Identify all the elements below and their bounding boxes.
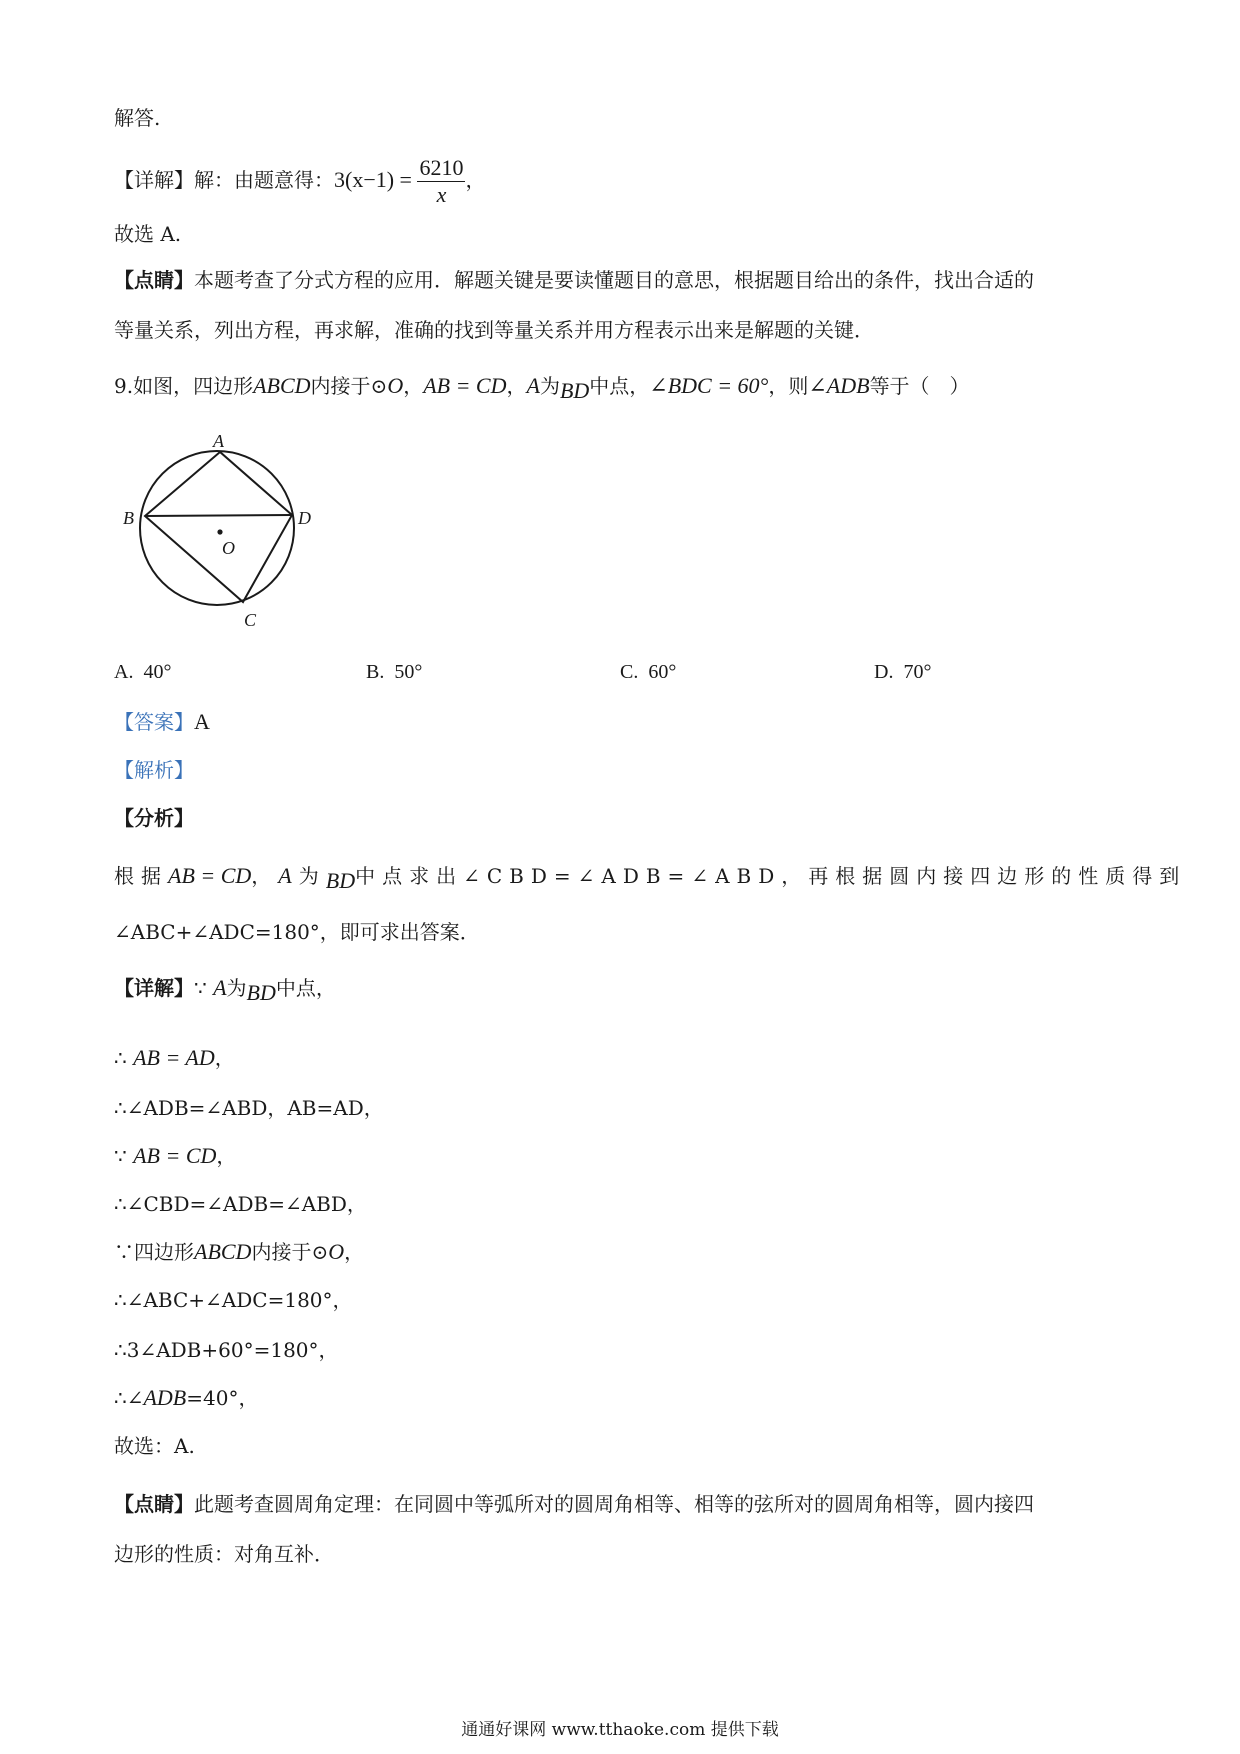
- step-8: [114, 1384, 258, 1412]
- step-3: [114, 1142, 236, 1170]
- detail-text-2: 为: [226, 976, 247, 1000]
- step-5-pre: ∵四边形: [114, 1240, 194, 1264]
- quadrilateral-abcd: [145, 452, 292, 602]
- label-o: O: [222, 538, 235, 558]
- detail-line: [114, 974, 336, 1005]
- label-a: A: [213, 432, 224, 451]
- equation-fraction: [417, 155, 465, 208]
- answer-line: [114, 708, 210, 736]
- label-c: C: [244, 610, 257, 630]
- fenxi-label: [114, 804, 194, 832]
- label-d: D: [298, 508, 311, 528]
- question-text-6: 中点，: [589, 374, 650, 398]
- final-comment-text1: 此题考查圆周角定理：在同圆中等弧所对的圆周角相等、相等的弦所对的圆周角相等，圆内接四: [194, 1492, 1034, 1516]
- fenxi-text-1: 根据: [114, 864, 168, 888]
- question-text-8: 等于（ ）: [869, 374, 970, 398]
- option-a-letter: A.: [114, 661, 134, 683]
- step-1-pre: ∴: [114, 1046, 134, 1070]
- fraction-denominator: x: [436, 182, 447, 207]
- step-5-mid: 内接于⊙: [251, 1240, 329, 1264]
- circle-o: [140, 451, 294, 605]
- fenxi-line2: ∠ABC+∠ADC=180°，即可求出答案．: [114, 920, 480, 944]
- option-c-value: 60°: [648, 661, 677, 683]
- fenxi-math-a: A: [278, 863, 299, 888]
- fenxi-text-4: 中点求出∠CBD=∠ADB=∠ABD，再根据圆内接四边形的性质得到: [355, 864, 1187, 888]
- final-comment-label: 【点睛】: [114, 1492, 194, 1516]
- step-8-pre: ∴∠: [114, 1386, 144, 1410]
- detail-line-prev: [114, 150, 485, 210]
- answer-label: 【答案】: [114, 710, 194, 734]
- question-math-ab-cd: AB = CD: [423, 373, 507, 398]
- option-b-letter: B.: [366, 661, 385, 683]
- detail-math-a: A: [213, 975, 227, 1000]
- option-c-letter: C.: [620, 661, 639, 683]
- fraction-numerator: 6210: [419, 155, 464, 180]
- detail-label: 【详解】: [114, 168, 194, 192]
- detail-text-1: ∵: [194, 976, 214, 1000]
- question-math-bdc: ∠BDC = 60°: [649, 373, 769, 398]
- step-5-math-o: O: [328, 1239, 345, 1264]
- question-number: 9.: [114, 374, 134, 398]
- step-1-post: ，: [214, 1046, 235, 1070]
- question-text-5: 为: [539, 374, 560, 398]
- option-d-letter: D.: [874, 661, 894, 683]
- detail-text-3: 中点，: [275, 976, 336, 1000]
- step-1: [114, 1044, 235, 1072]
- question-text-1: 如图，四边形: [133, 374, 254, 398]
- step-1-math: AB = AD: [133, 1045, 215, 1070]
- option-b-value: 50°: [394, 661, 423, 683]
- comment-text1: 本题考查了分式方程的应用．解题关键是要读懂题目的意思，根据题目给出的条件，找出合适的: [194, 268, 1034, 292]
- step-5-math-abcd: ABCD: [194, 1239, 252, 1264]
- question-text-7: ，则: [768, 374, 809, 398]
- step-3-math: AB = CD: [133, 1143, 217, 1168]
- final-comment-line2: 边形的性质：对角互补．: [114, 1542, 334, 1566]
- center-dot: [217, 529, 222, 534]
- answer-value: A: [194, 709, 210, 734]
- question-9: [114, 372, 970, 403]
- page-footer: 通通好课网 www.tthaoke.com 提供下载: [461, 1720, 779, 1740]
- step-6: ∴∠ABC+∠ADC=180°，: [114, 1288, 353, 1312]
- option-c: [620, 658, 676, 686]
- detail-math-bd: BD: [246, 980, 276, 1005]
- question-math-o: O: [387, 373, 404, 398]
- question-math-a: A: [526, 373, 540, 398]
- question-text-3: ，: [403, 374, 424, 398]
- step-8-post: =40°，: [186, 1386, 259, 1410]
- fenxi-text-3: 为: [298, 864, 326, 888]
- step-8-math: ADB: [143, 1385, 187, 1410]
- question-text-2: 内接于⊙: [310, 374, 388, 398]
- step-3-pre: ∵: [114, 1144, 134, 1168]
- detail-label-q9: 【详解】: [114, 976, 194, 1000]
- question-math-adb: ∠ADB: [808, 373, 870, 398]
- choose-a-prev: 故选 A.: [114, 222, 182, 246]
- fenxi-text-2: ，: [251, 864, 279, 888]
- question-text-4: ，: [506, 374, 527, 398]
- step-4: ∴∠CBD=∠ADB=∠ABD，: [114, 1192, 367, 1216]
- option-d-value: 70°: [903, 661, 932, 683]
- comment-label: 【点睛】: [114, 268, 194, 292]
- final-comment-line1: [114, 1490, 1034, 1518]
- chord-bd: [145, 515, 292, 516]
- step-9: 故选：A.: [114, 1434, 195, 1458]
- analysis-label: 【解析】: [114, 758, 194, 782]
- step-5-post: ，: [344, 1240, 365, 1264]
- detail-text: 解：由题意得：: [194, 168, 334, 192]
- step-2: ∴∠ADB=∠ABD，AB=AD，: [114, 1096, 384, 1120]
- circle-figure: [118, 432, 330, 632]
- option-a-value: 40°: [143, 661, 172, 683]
- step-5: [114, 1238, 364, 1266]
- label-b: B: [123, 508, 134, 528]
- step-3-post: ，: [216, 1144, 237, 1168]
- option-d: [874, 658, 931, 686]
- question-math-abcd: ABCD: [253, 373, 311, 398]
- equation-tail: ，: [465, 168, 486, 192]
- fenxi-math-ab-cd: AB = CD: [168, 863, 252, 888]
- comment-line2-prev: 等量关系，列出方程，再求解，准确的找到等量关系并用方程表示出来是解题的关键．: [114, 318, 874, 342]
- fenxi-math-bd: BD: [325, 868, 356, 893]
- option-a: [114, 658, 171, 686]
- question-math-bd: BD: [559, 378, 590, 403]
- step-7: ∴3∠ADB+60°=180°，: [114, 1338, 339, 1362]
- fenxi-line1: [114, 862, 1187, 893]
- option-b: [366, 658, 422, 686]
- equation-lhs: 3(x−1) =: [334, 167, 418, 192]
- intro-line: 解答.: [114, 106, 161, 130]
- comment-line1-prev: [114, 266, 1034, 294]
- fenxi-label-text: 【分析】: [114, 806, 194, 830]
